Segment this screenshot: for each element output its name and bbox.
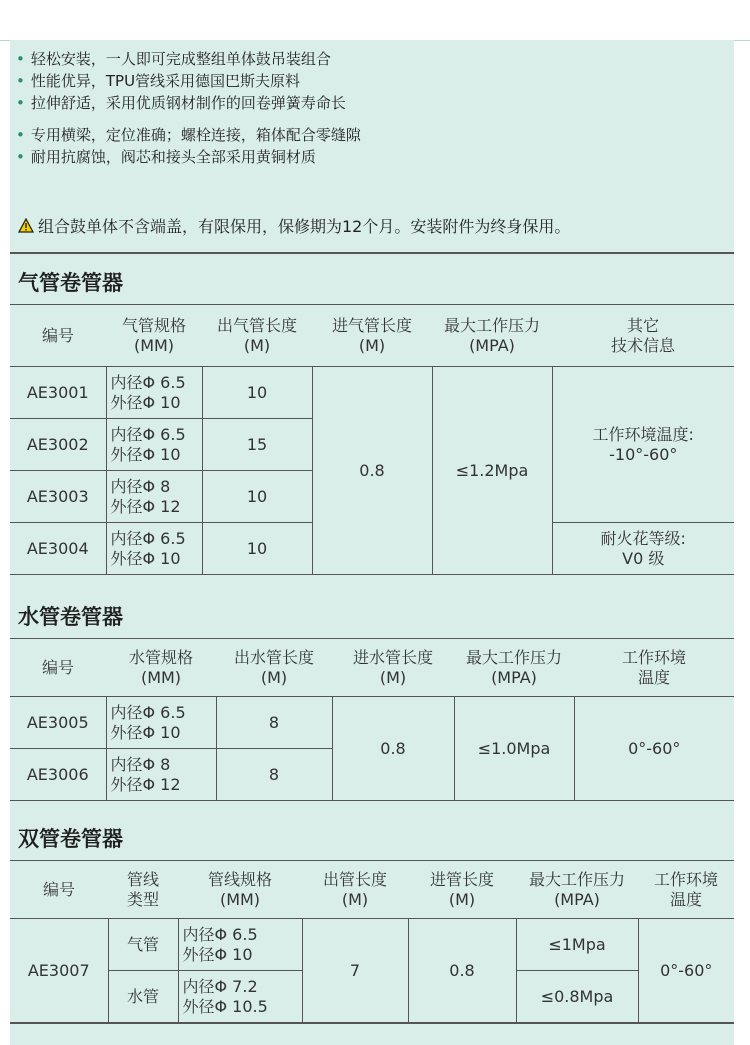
column-header: 其它 技术信息 xyxy=(552,305,734,367)
column-header: 进管长度 (M) xyxy=(408,861,516,919)
column-header: 编号 xyxy=(10,861,108,919)
outlet-length: 8 xyxy=(216,697,332,749)
work-temperature: 工作环境温度: -10°-60° xyxy=(552,367,734,523)
hose-type: 水管 xyxy=(108,971,178,1023)
hose-spec: 内径Φ 8 外径Φ 12 xyxy=(106,749,216,801)
bullet-icon: • xyxy=(16,126,25,144)
column-header: 编号 xyxy=(10,305,106,367)
warning-icon xyxy=(18,218,34,233)
feature-item: • 拉伸舒适，采用优质钢材制作的回卷弹簧寿命长 xyxy=(16,94,346,112)
model-id: AE3006 xyxy=(10,749,106,801)
dual-reel-table xyxy=(10,860,734,1023)
column-header: 最大工作压力 (MPA) xyxy=(454,639,574,697)
outlet-length: 10 xyxy=(202,471,312,523)
column-header: 出气管长度 (M) xyxy=(202,305,312,367)
section-title: 水管卷管器 xyxy=(18,605,123,629)
inlet-length: 0.8 xyxy=(312,367,432,575)
max-pressure: ≤1Mpa xyxy=(516,919,638,971)
model-id: AE3005 xyxy=(10,697,106,749)
model-id: AE3004 xyxy=(10,523,106,575)
table-header-row xyxy=(10,305,734,367)
max-pressure: ≤0.8Mpa xyxy=(516,971,638,1023)
column-header: 最大工作压力 (MPA) xyxy=(516,861,638,919)
hose-spec: 内径Φ 7.2 外径Φ 10.5 xyxy=(178,971,302,1023)
table-row xyxy=(10,919,734,971)
outlet-length: 10 xyxy=(202,523,312,575)
table-row xyxy=(10,697,734,749)
hose-spec: 内径Φ 6.5 外径Φ 10 xyxy=(106,367,202,419)
column-header: 进气管长度 (M) xyxy=(312,305,432,367)
column-header: 管线规格 (MM) xyxy=(178,861,302,919)
outlet-length: 15 xyxy=(202,419,312,471)
bullet-icon: • xyxy=(16,148,25,166)
hose-spec: 内径Φ 6.5 外径Φ 10 xyxy=(178,919,302,971)
inlet-length: 0.8 xyxy=(408,919,516,1023)
outlet-length: 8 xyxy=(216,749,332,801)
column-header: 管线 类型 xyxy=(108,861,178,919)
warranty-notice: 组合鼓单体不含端盖，有限保用，保修期为12个月。安装附件为终身保用。 xyxy=(18,214,570,237)
feature-item: • 耐用抗腐蚀，阀芯和接头全部采用黄铜材质 xyxy=(16,148,316,166)
table-header-row xyxy=(10,861,734,919)
max-pressure: ≤1.2Mpa xyxy=(432,367,552,575)
water-reel-table xyxy=(10,638,734,801)
hose-spec: 内径Φ 8 外径Φ 12 xyxy=(106,471,202,523)
water-reel-section xyxy=(10,596,734,801)
bullet-icon: • xyxy=(16,72,25,90)
column-header: 出管长度 (M) xyxy=(302,861,408,919)
section-divider xyxy=(10,1023,734,1024)
column-header: 气管规格 (MM) xyxy=(106,305,202,367)
work-temperature: 0°-60° xyxy=(638,919,734,1023)
section-title: 双管卷管器 xyxy=(18,827,123,851)
column-header: 最大工作压力 (MPA) xyxy=(432,305,552,367)
feature-list xyxy=(16,48,361,168)
inlet-length: 0.8 xyxy=(332,697,454,801)
column-header: 进水管长度 (M) xyxy=(332,639,454,697)
dual-reel-section xyxy=(10,818,734,1023)
hose-spec: 内径Φ 6.5 外径Φ 10 xyxy=(106,697,216,749)
table-row xyxy=(10,367,734,419)
table-header-row xyxy=(10,639,734,697)
column-header: 工作环境 温度 xyxy=(574,639,734,697)
bullet-icon: • xyxy=(16,94,25,112)
model-id: AE3007 xyxy=(10,919,108,1023)
section-title: 气管卷管器 xyxy=(18,271,123,295)
section-divider xyxy=(10,252,734,254)
feature-item: • 性能优异，TPU管线采用德国巴斯夫原料 xyxy=(16,72,301,90)
bullet-icon: • xyxy=(16,50,25,68)
model-id: AE3001 xyxy=(10,367,106,419)
outlet-length: 7 xyxy=(302,919,408,1023)
hose-type: 气管 xyxy=(108,919,178,971)
spark-rating: 耐火花等级: V0 级 xyxy=(552,523,734,575)
model-id: AE3003 xyxy=(10,471,106,523)
work-temperature: 0°-60° xyxy=(574,697,734,801)
hose-spec: 内径Φ 6.5 外径Φ 10 xyxy=(106,419,202,471)
outlet-length: 10 xyxy=(202,367,312,419)
column-header: 编号 xyxy=(10,639,106,697)
air-reel-section xyxy=(10,262,734,575)
feature-item: • 轻松安装，一人即可完成整组单体鼓吊装组合 xyxy=(16,50,331,68)
max-pressure: ≤1.0Mpa xyxy=(454,697,574,801)
column-header: 水管规格 (MM) xyxy=(106,639,216,697)
model-id: AE3002 xyxy=(10,419,106,471)
column-header: 工作环境 温度 xyxy=(638,861,734,919)
column-header: 出水管长度 (M) xyxy=(216,639,332,697)
air-reel-table xyxy=(10,304,734,575)
hose-spec: 内径Φ 6.5 外径Φ 10 xyxy=(106,523,202,575)
feature-item: • 专用横梁，定位准确；螺栓连接，箱体配合零缝隙 xyxy=(16,126,361,144)
